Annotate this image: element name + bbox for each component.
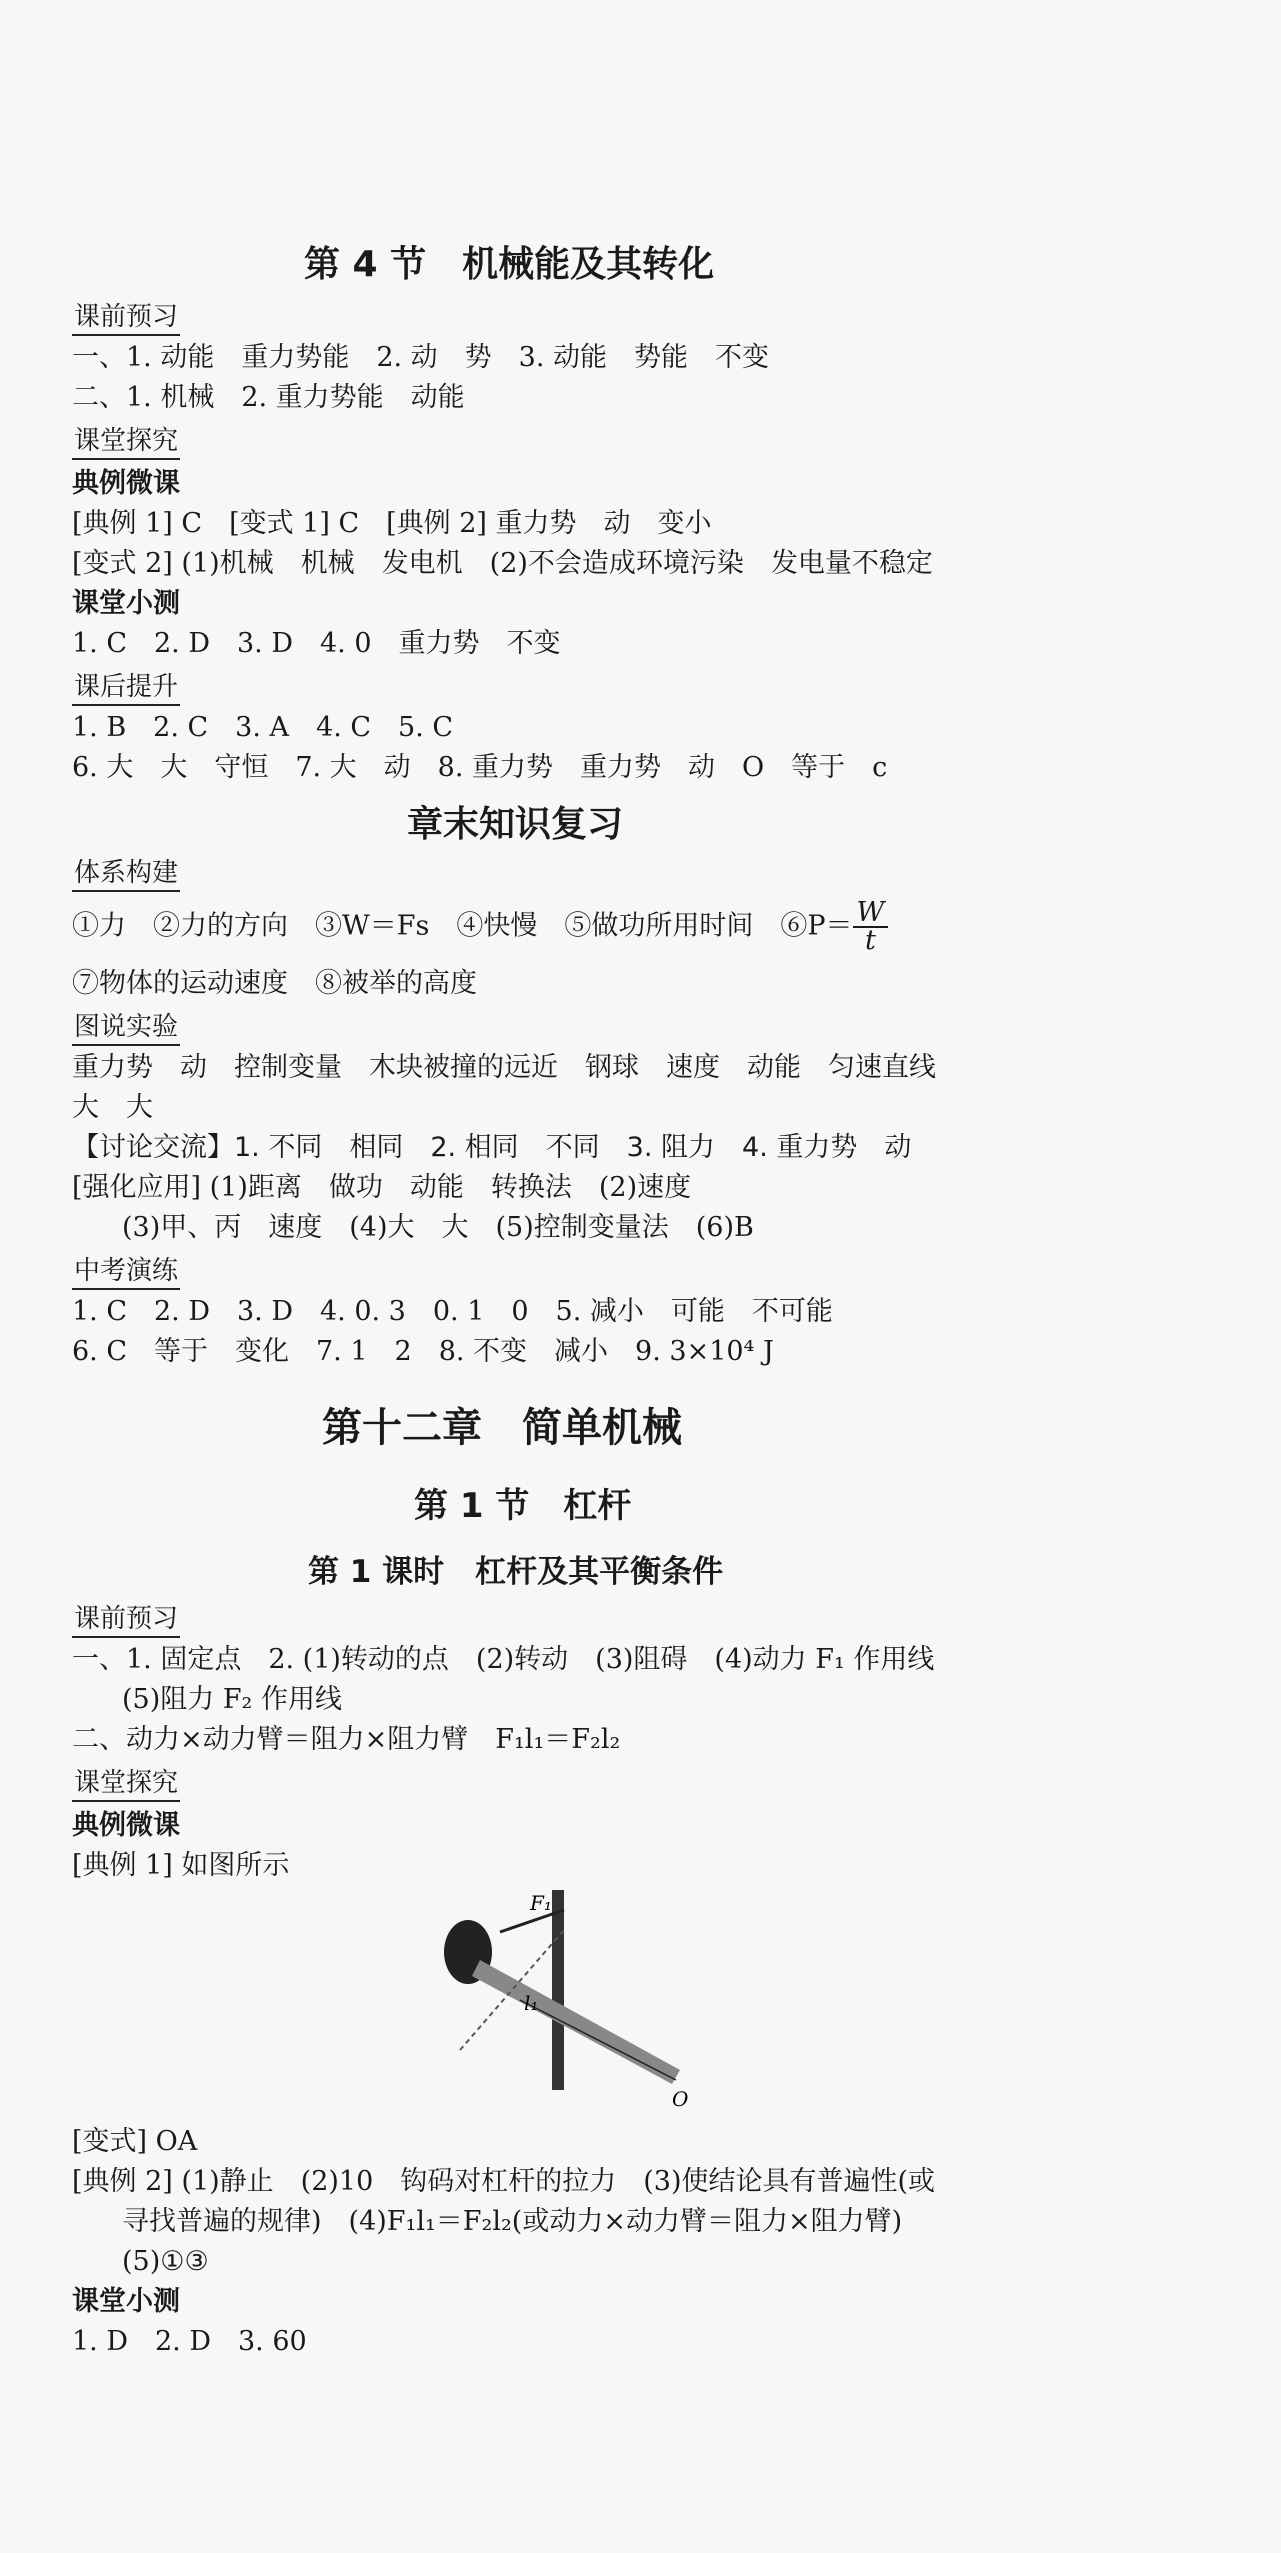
fraction-numerator: W <box>853 900 889 928</box>
example-line-2: [变式 2] (1)机械 机械 发电机 (2)不会造成环境污染 发电量不稳定 <box>72 548 933 579</box>
ch12-example-line-1: [典例 1] 如图所示 <box>72 1850 290 1881</box>
ch12-pre-line-3: 二、动力×动力臂＝阻力×阻力臂 F₁l₁＝F₂l₂ <box>72 1724 621 1755</box>
ch12-pre-line-2: (5)阻力 F₂ 作用线 <box>122 1684 342 1715</box>
pre-study-label: 课前预习 <box>72 300 180 336</box>
system-build-label: 体系构建 <box>72 856 180 892</box>
power-fraction <box>853 897 889 956</box>
pre-study-line-1: 一、1. 动能 重力势能 2. 动 势 3. 动能 势能 不变 <box>72 342 770 373</box>
apply-line-2: (3)甲、丙 速度 (4)大 大 (5)控制变量法 (6)B <box>122 1212 754 1243</box>
experiment-line-2: 大 大 <box>72 1092 153 1123</box>
ch12-quiz-heading: 课堂小测 <box>72 2286 180 2317</box>
example-line-1: [典例 1] C [变式 1] C [典例 2] 重力势 动 变小 <box>72 508 712 539</box>
l1-label: l₁ <box>524 1991 539 2015</box>
exam-line-2: 6. C 等于 变化 7. 1 2 8. 不变 减小 9. 3×10⁴ J <box>72 1336 774 1367</box>
vertical-bar <box>552 1890 564 2090</box>
arm-line <box>520 2000 676 2080</box>
ch12-quiz-line-1: 1. D 2. D 3. 60 <box>72 2326 307 2357</box>
ch12-example-line-3: [典例 2] (1)静止 (2)10 钩码对杠杆的拉力 (3)使结论具有普遍性(或 <box>72 2166 936 2197</box>
chapter-title: 第十二章 简单机械 <box>322 1405 682 1451</box>
f1-label: F₁ <box>530 1891 552 1915</box>
example-heading: 典例微课 <box>72 468 180 499</box>
ch12-pre-line-1: 一、1. 固定点 2. (1)转动的点 (2)转动 (3)阻碍 (4)动力 F₁ 作用线 <box>72 1644 935 1675</box>
after-class-line-2: 6. 大 大 守恒 7. 大 动 8. 重力势 重力势 动 O 等于 c <box>72 752 888 783</box>
exam-practice-label: 中考演练 <box>72 1254 180 1290</box>
ch12-example-heading: 典例微课 <box>72 1810 180 1841</box>
review-title: 章末知识复习 <box>407 804 624 845</box>
system-build-line-2: ⑦物体的运动速度 ⑧被举的高度 <box>72 968 477 999</box>
exam-line-1: 1. C 2. D 3. D 4. 0. 3 0. 1 0 5. 减小 可能 不可能 <box>72 1296 833 1327</box>
lever-figure <box>440 1880 700 2110</box>
class-explore-label: 课堂探究 <box>72 424 180 460</box>
ch12-pre-study-label: 课前预习 <box>72 1602 180 1638</box>
quiz-heading: 课堂小测 <box>72 588 180 619</box>
after-class-label: 课后提升 <box>72 670 180 706</box>
ch12-class-explore-label: 课堂探究 <box>72 1766 180 1802</box>
ch12-variant-line: [变式] OA <box>72 2126 198 2157</box>
system-build-text: ①力 ②力的方向 ③W＝Fs ④快慢 ⑤做功所用时间 ⑥P＝ <box>72 910 853 942</box>
section-1-title: 第 1 节 杠杆 <box>414 1486 632 1526</box>
apply-line-1: [强化应用] (1)距离 做功 动能 转换法 (2)速度 <box>72 1172 692 1203</box>
pre-study-line-2: 二、1. 机械 2. 重力势能 动能 <box>72 382 465 413</box>
after-class-line-1: 1. B 2. C 3. A 4. C 5. C <box>72 712 454 743</box>
discussion-line: 【讨论交流】1. 不同 相同 2. 相同 不同 3. 阻力 4. 重力势 动 <box>72 1132 912 1163</box>
experiment-line-1: 重力势 动 控制变量 木块被撞的远近 钢球 速度 动能 匀速直线 <box>72 1052 936 1083</box>
section-title: 第 4 节 机械能及其转化 <box>304 244 715 285</box>
ch12-example-line-5: (5)①③ <box>122 2246 209 2277</box>
lesson-title: 第 1 课时 杠杆及其平衡条件 <box>308 1554 724 1590</box>
pivot-label: O <box>672 2087 689 2110</box>
quiz-line-1: 1. C 2. D 3. D 4. 0 重力势 不变 <box>72 628 561 659</box>
system-build-line-1 <box>72 897 888 956</box>
ch12-example-line-4: 寻找普遍的规律) (4)F₁l₁＝F₂l₂(或动力×动力臂＝阻力×阻力臂) <box>122 2206 903 2237</box>
fraction-denominator: t <box>864 925 876 956</box>
experiment-label: 图说实验 <box>72 1010 180 1046</box>
